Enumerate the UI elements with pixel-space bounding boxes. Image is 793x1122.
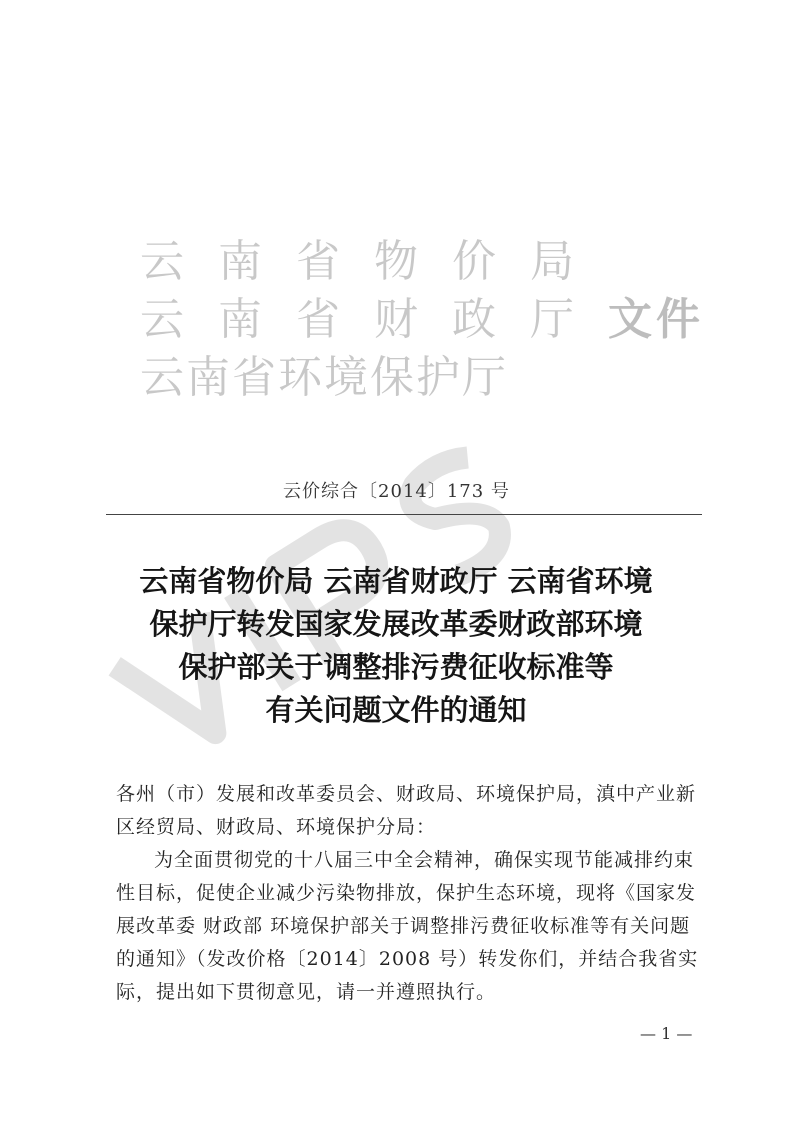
issuer-row bbox=[140, 228, 740, 286]
title-line: 保护厅转发国家发展改革委财政部环境 bbox=[149, 607, 643, 641]
issuer-row bbox=[140, 344, 740, 402]
title-line: 保护部关于调整排污费征收标准等 bbox=[178, 650, 614, 684]
issuer-header bbox=[140, 228, 740, 402]
document-label: 文件 bbox=[608, 294, 704, 345]
document-body bbox=[116, 778, 708, 1009]
header-divider bbox=[106, 514, 702, 515]
title-line: 有关问题文件的通知 bbox=[265, 693, 527, 727]
addressee-paragraph: 各州（市）发展和改革委员会、财政局、环境保护局，滇中产业新区经贸局、财政局、环境保护分局： bbox=[116, 783, 697, 838]
issuer-row bbox=[140, 286, 740, 344]
title-line: 云南省物价局 云南省财政厅 云南省环境 bbox=[139, 564, 653, 598]
issuer-name: 云南省环境保护厅 bbox=[140, 352, 508, 403]
document-title bbox=[96, 560, 696, 732]
issuer-name: 云南省财政厅 bbox=[140, 294, 608, 345]
document-number: 云价综合〔2014〕173 号 bbox=[283, 481, 510, 502]
body-paragraph: 为全面贯彻党的十八届三中全会精神，确保实现节能减排约束性目标，促使企业减少污染物排放，保护生态环境，现将《国家发展改革委 财政部 环境保护部关于调整排污费征收标准等有关问题的通知》（发改价格〔2014〕2008 号）转发你们，并结合我省实际，提出如下贯彻意见，请一并遵照执行。 bbox=[116, 849, 699, 1003]
issuer-name: 云南省物价局 bbox=[140, 236, 608, 287]
page-number: — 1 — bbox=[640, 1024, 693, 1043]
